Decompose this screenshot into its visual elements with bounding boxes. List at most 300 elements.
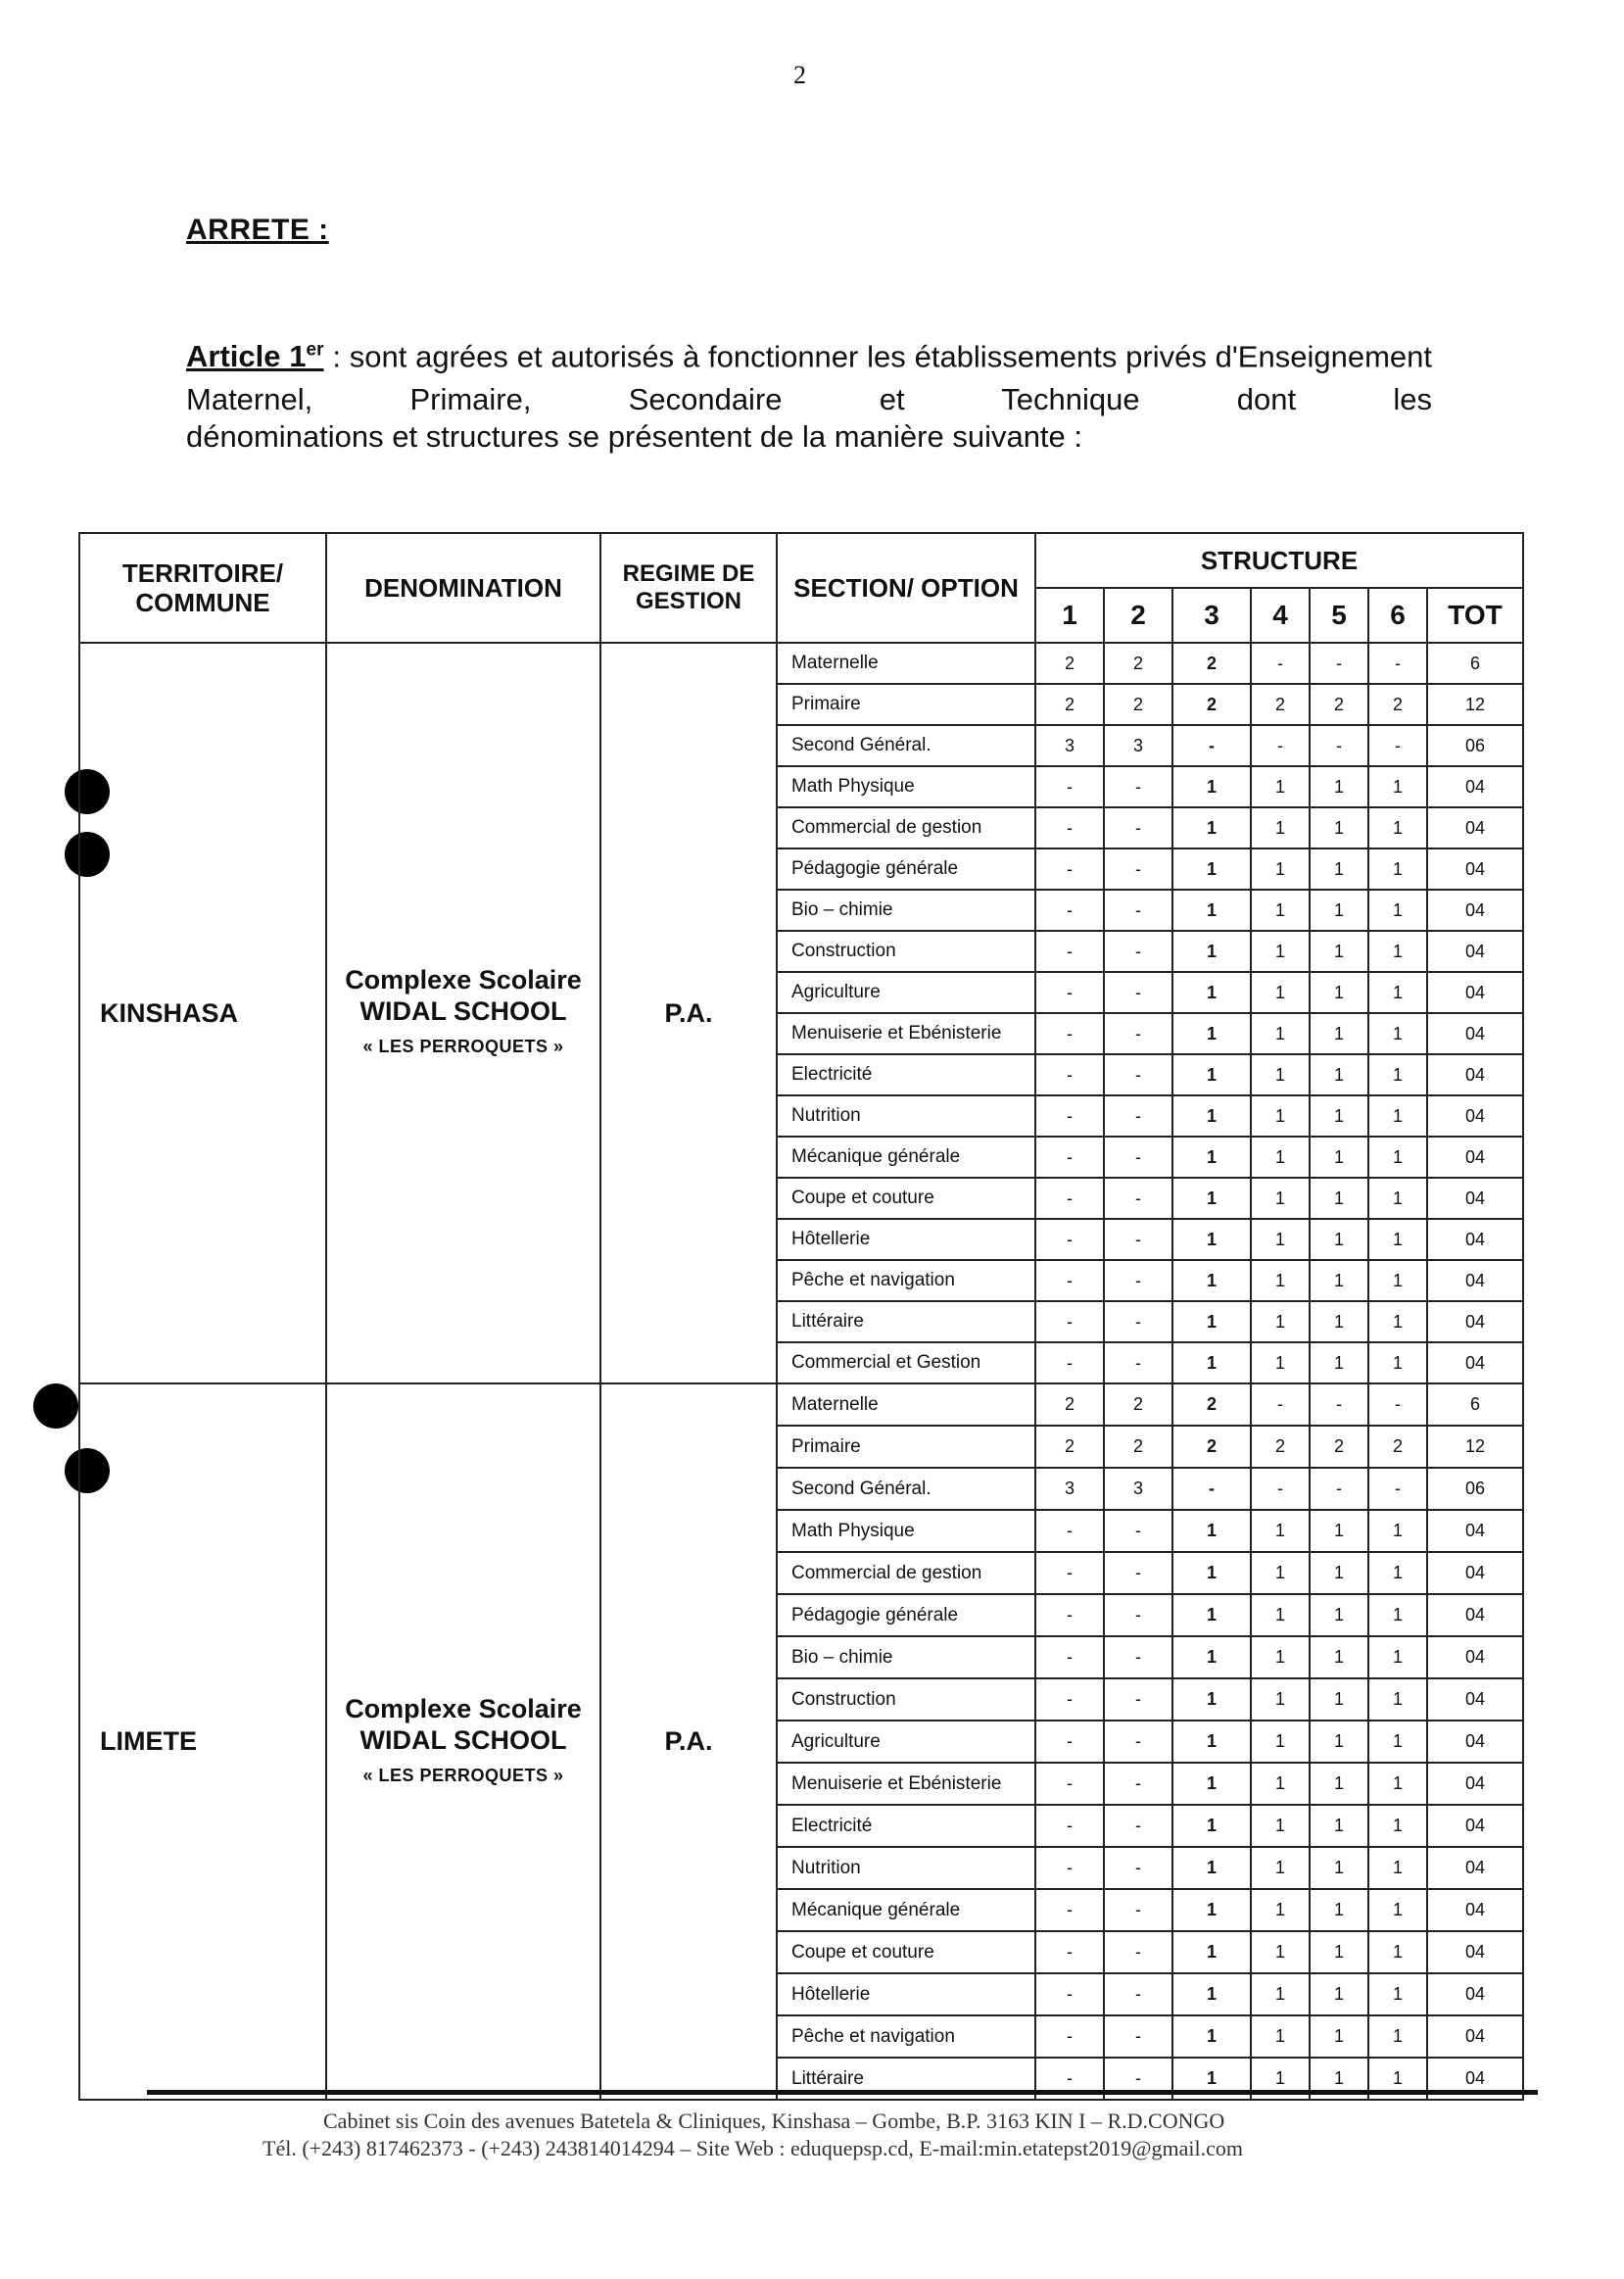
year-6-cell: 1 — [1368, 1510, 1427, 1552]
option-cell: Agriculture — [777, 972, 1035, 1013]
denomination-nickname: « LES PERROQUETS » — [362, 1765, 564, 1785]
year-6-cell: 1 — [1368, 849, 1427, 890]
option-cell: Coupe et couture — [777, 1931, 1035, 1973]
year-1-cell: - — [1035, 1889, 1104, 1931]
total-cell: 6 — [1427, 1383, 1523, 1426]
year-5-cell: - — [1310, 643, 1368, 684]
year-3-cell: 2 — [1172, 684, 1251, 725]
year-5-cell: 1 — [1310, 1552, 1368, 1594]
year-5-cell: 1 — [1310, 972, 1368, 1013]
option-cell: Pêche et navigation — [777, 1260, 1035, 1301]
year-5-cell: 1 — [1310, 890, 1368, 931]
year-4-cell: 1 — [1251, 1054, 1310, 1095]
year-1-cell: - — [1035, 766, 1104, 807]
year-1-cell: - — [1035, 849, 1104, 890]
year-3-cell: 1 — [1172, 1805, 1251, 1847]
year-1-cell: - — [1035, 890, 1104, 931]
year-3-cell: 1 — [1172, 931, 1251, 972]
footer-rule — [147, 2090, 1538, 2095]
year-1-cell: - — [1035, 2015, 1104, 2058]
total-cell: 04 — [1427, 807, 1523, 849]
year-3-cell: 1 — [1172, 1095, 1251, 1137]
year-4-cell: 1 — [1251, 1763, 1310, 1805]
year-6-cell: 1 — [1368, 1342, 1427, 1383]
year-4-cell: - — [1251, 1468, 1310, 1510]
year-2-cell: 3 — [1104, 1468, 1172, 1510]
article-text: : sont agrées et autorisés à fonctionner les établissements privés d'Enseignement Maternel, Primaire, Secondaire et Technique dont les — [186, 339, 1432, 417]
year-3-cell: 1 — [1172, 1973, 1251, 2015]
total-cell: 04 — [1427, 2058, 1523, 2100]
option-cell: Pédagogie générale — [777, 849, 1035, 890]
year-6-cell: 1 — [1368, 931, 1427, 972]
year-1-cell: - — [1035, 1552, 1104, 1594]
year-6-cell: 1 — [1368, 2058, 1427, 2100]
year-6-cell: 1 — [1368, 972, 1427, 1013]
option-cell: Coupe et couture — [777, 1178, 1035, 1219]
year-1-cell: - — [1035, 1678, 1104, 1721]
year-5-cell: 1 — [1310, 1763, 1368, 1805]
year-6-cell: 1 — [1368, 766, 1427, 807]
year-5-cell: 2 — [1310, 684, 1368, 725]
header-structure: STRUCTURE — [1035, 533, 1523, 588]
year-4-cell: 1 — [1251, 1510, 1310, 1552]
year-6-cell: - — [1368, 725, 1427, 766]
total-cell: 04 — [1427, 1301, 1523, 1342]
year-3-cell: - — [1172, 725, 1251, 766]
year-6-cell: 1 — [1368, 1721, 1427, 1763]
option-cell: Littéraire — [777, 2058, 1035, 2100]
table-row — [79, 1383, 1523, 1426]
year-4-cell: 1 — [1251, 1342, 1310, 1383]
option-cell: Math Physique — [777, 766, 1035, 807]
year-3-cell: 1 — [1172, 1931, 1251, 1973]
year-3-cell: 1 — [1172, 1054, 1251, 1095]
year-6-cell: 1 — [1368, 1973, 1427, 2015]
year-3-cell: 1 — [1172, 1847, 1251, 1889]
total-cell: 04 — [1427, 1763, 1523, 1805]
option-cell: Commercial de gestion — [777, 807, 1035, 849]
option-cell: Primaire — [777, 1426, 1035, 1468]
option-cell: Electricité — [777, 1805, 1035, 1847]
year-6-cell: - — [1368, 643, 1427, 684]
year-4-cell: 1 — [1251, 972, 1310, 1013]
article-paragraph — [186, 329, 1432, 421]
year-3-cell: 2 — [1172, 1383, 1251, 1426]
year-5-cell: 1 — [1310, 1301, 1368, 1342]
year-5-cell: 1 — [1310, 1013, 1368, 1054]
year-1-cell: - — [1035, 807, 1104, 849]
year-3-cell: 1 — [1172, 1260, 1251, 1301]
year-3-cell: 1 — [1172, 1137, 1251, 1178]
year-1-cell: - — [1035, 931, 1104, 972]
total-cell: 04 — [1427, 849, 1523, 890]
footer-address: Cabinet sis Coin des avenues Batetela & Cliniques, Kinshasa – Gombe, B.P. 3163 KIN I – R.D.CONGO — [323, 2109, 1225, 2133]
territoire-cell: LIMETE — [79, 1383, 326, 2100]
total-cell: 04 — [1427, 972, 1523, 1013]
year-3-cell: 1 — [1172, 1301, 1251, 1342]
year-1-cell: - — [1035, 1013, 1104, 1054]
year-1-cell: - — [1035, 1137, 1104, 1178]
year-2-cell: - — [1104, 1931, 1172, 1973]
year-5-cell: 1 — [1310, 1594, 1368, 1636]
year-1-cell: - — [1035, 1594, 1104, 1636]
year-4-cell: 1 — [1251, 1552, 1310, 1594]
option-cell: Pédagogie générale — [777, 1594, 1035, 1636]
year-3-cell: 1 — [1172, 1721, 1251, 1763]
year-4-cell: 1 — [1251, 1931, 1310, 1973]
year-2-cell: - — [1104, 2015, 1172, 2058]
year-5-cell: 1 — [1310, 1847, 1368, 1889]
year-3-cell: 1 — [1172, 1594, 1251, 1636]
total-cell: 04 — [1427, 1178, 1523, 1219]
total-cell: 04 — [1427, 2015, 1523, 2058]
year-5-cell: 1 — [1310, 1931, 1368, 1973]
option-cell: Bio – chimie — [777, 890, 1035, 931]
total-cell: 04 — [1427, 1552, 1523, 1594]
year-4-cell: 1 — [1251, 1805, 1310, 1847]
year-5-cell: 1 — [1310, 1636, 1368, 1678]
year-3-cell: 1 — [1172, 1510, 1251, 1552]
year-3-cell: 1 — [1172, 1678, 1251, 1721]
header-year-1: 1 — [1035, 588, 1104, 643]
total-cell: 04 — [1427, 1219, 1523, 1260]
year-2-cell: - — [1104, 1510, 1172, 1552]
year-1-cell: 3 — [1035, 1468, 1104, 1510]
denomination-cell — [326, 643, 600, 1383]
header-denomination: DENOMINATION — [326, 533, 600, 643]
total-cell: 12 — [1427, 684, 1523, 725]
year-5-cell: - — [1310, 725, 1368, 766]
year-4-cell: 1 — [1251, 1137, 1310, 1178]
year-2-cell: - — [1104, 2058, 1172, 2100]
year-5-cell: 1 — [1310, 1137, 1368, 1178]
year-2-cell: - — [1104, 807, 1172, 849]
year-6-cell: 2 — [1368, 1426, 1427, 1468]
article-label: Article 1er — [186, 339, 324, 374]
year-5-cell: 1 — [1310, 1510, 1368, 1552]
total-cell: 04 — [1427, 1054, 1523, 1095]
year-6-cell: 1 — [1368, 1847, 1427, 1889]
year-1-cell: - — [1035, 1260, 1104, 1301]
year-1-cell: - — [1035, 1095, 1104, 1137]
year-5-cell: - — [1310, 1468, 1368, 1510]
year-2-cell: - — [1104, 1342, 1172, 1383]
option-cell: Nutrition — [777, 1847, 1035, 1889]
total-cell: 04 — [1427, 1678, 1523, 1721]
year-6-cell: 1 — [1368, 1219, 1427, 1260]
total-cell: 04 — [1427, 1636, 1523, 1678]
year-5-cell: 1 — [1310, 1219, 1368, 1260]
total-cell: 12 — [1427, 1426, 1523, 1468]
option-cell: Mécanique générale — [777, 1137, 1035, 1178]
total-cell: 04 — [1427, 1594, 1523, 1636]
page-number: 2 — [793, 61, 806, 89]
year-6-cell: 2 — [1368, 684, 1427, 725]
year-2-cell: 2 — [1104, 643, 1172, 684]
option-cell: Nutrition — [777, 1095, 1035, 1137]
year-6-cell: 1 — [1368, 1178, 1427, 1219]
year-1-cell: 2 — [1035, 1383, 1104, 1426]
year-4-cell: 2 — [1251, 684, 1310, 725]
total-cell: 04 — [1427, 1721, 1523, 1763]
year-2-cell: - — [1104, 766, 1172, 807]
total-cell: 04 — [1427, 1973, 1523, 2015]
year-4-cell: 1 — [1251, 849, 1310, 890]
year-6-cell: 1 — [1368, 1013, 1427, 1054]
year-1-cell: - — [1035, 1178, 1104, 1219]
year-2-cell: - — [1104, 1178, 1172, 1219]
year-2-cell: - — [1104, 849, 1172, 890]
year-1-cell: - — [1035, 1219, 1104, 1260]
denomination-nickname: « LES PERROQUETS » — [362, 1037, 564, 1056]
decree-heading: ARRETE : — [186, 214, 329, 246]
year-3-cell: - — [1172, 1468, 1251, 1510]
option-cell: Second Général. — [777, 725, 1035, 766]
option-cell: Commercial de gestion — [777, 1552, 1035, 1594]
year-5-cell: - — [1310, 1383, 1368, 1426]
year-6-cell: 1 — [1368, 1054, 1427, 1095]
year-5-cell: 1 — [1310, 849, 1368, 890]
year-1-cell: - — [1035, 1510, 1104, 1552]
year-4-cell: 1 — [1251, 807, 1310, 849]
option-cell: Mécanique générale — [777, 1889, 1035, 1931]
total-cell: 04 — [1427, 1342, 1523, 1383]
table-row — [79, 643, 1523, 684]
year-3-cell: 1 — [1172, 1552, 1251, 1594]
year-6-cell: - — [1368, 1383, 1427, 1426]
year-2-cell: - — [1104, 1137, 1172, 1178]
header-year-3: 3 — [1172, 588, 1251, 643]
year-6-cell: 1 — [1368, 890, 1427, 931]
year-5-cell: 1 — [1310, 1095, 1368, 1137]
year-1-cell: - — [1035, 1973, 1104, 2015]
year-2-cell: 2 — [1104, 1426, 1172, 1468]
year-3-cell: 1 — [1172, 1013, 1251, 1054]
denomination-cell — [326, 1383, 600, 2100]
year-1-cell: - — [1035, 2058, 1104, 2100]
header-regime: REGIME DE GESTION — [600, 533, 777, 643]
year-2-cell: - — [1104, 1219, 1172, 1260]
year-3-cell: 1 — [1172, 2058, 1251, 2100]
year-4-cell: 2 — [1251, 1426, 1310, 1468]
year-1-cell: - — [1035, 1931, 1104, 1973]
year-1-cell: - — [1035, 1847, 1104, 1889]
option-cell: Menuiserie et Ebénisterie — [777, 1763, 1035, 1805]
year-2-cell: - — [1104, 1763, 1172, 1805]
year-4-cell: 1 — [1251, 1678, 1310, 1721]
total-cell: 04 — [1427, 766, 1523, 807]
option-cell: Pêche et navigation — [777, 2015, 1035, 2058]
year-3-cell: 1 — [1172, 1342, 1251, 1383]
schools-structure-table — [78, 532, 1524, 2101]
year-6-cell: 1 — [1368, 1636, 1427, 1678]
year-3-cell: 1 — [1172, 849, 1251, 890]
option-cell: Construction — [777, 1678, 1035, 1721]
year-4-cell: 1 — [1251, 766, 1310, 807]
year-2-cell: 2 — [1104, 684, 1172, 725]
year-6-cell: 1 — [1368, 1260, 1427, 1301]
total-cell: 06 — [1427, 1468, 1523, 1510]
year-4-cell: 1 — [1251, 1594, 1310, 1636]
year-4-cell: 1 — [1251, 1636, 1310, 1678]
total-cell: 04 — [1427, 1931, 1523, 1973]
year-3-cell: 1 — [1172, 2015, 1251, 2058]
year-1-cell: 2 — [1035, 1426, 1104, 1468]
header-year-2: 2 — [1104, 588, 1172, 643]
year-2-cell: - — [1104, 1721, 1172, 1763]
year-1-cell: - — [1035, 1805, 1104, 1847]
year-5-cell: 1 — [1310, 1260, 1368, 1301]
total-cell: 04 — [1427, 1013, 1523, 1054]
total-cell: 04 — [1427, 1889, 1523, 1931]
year-3-cell: 1 — [1172, 1763, 1251, 1805]
year-1-cell: - — [1035, 972, 1104, 1013]
total-cell: 04 — [1427, 1510, 1523, 1552]
footer-contact: Tél. (+243) 817462373 - (+243) 243814014294 – Site Web : eduquepsp.cd, E-mail:min.etatepst2019@gmail.com — [263, 2136, 1243, 2160]
year-6-cell: 1 — [1368, 1095, 1427, 1137]
year-4-cell: 1 — [1251, 890, 1310, 931]
year-3-cell: 1 — [1172, 890, 1251, 931]
year-3-cell: 2 — [1172, 643, 1251, 684]
option-cell: Construction — [777, 931, 1035, 972]
year-5-cell: 1 — [1310, 931, 1368, 972]
year-6-cell: 1 — [1368, 1301, 1427, 1342]
year-4-cell: - — [1251, 643, 1310, 684]
year-4-cell: - — [1251, 1383, 1310, 1426]
year-2-cell: - — [1104, 1054, 1172, 1095]
year-6-cell: 1 — [1368, 1805, 1427, 1847]
punch-hole — [33, 1383, 78, 1429]
year-1-cell: - — [1035, 1054, 1104, 1095]
year-2-cell: - — [1104, 1260, 1172, 1301]
year-5-cell: 1 — [1310, 1973, 1368, 2015]
year-1-cell: 3 — [1035, 725, 1104, 766]
year-5-cell: 1 — [1310, 1342, 1368, 1383]
year-2-cell: - — [1104, 1973, 1172, 2015]
total-cell: 6 — [1427, 643, 1523, 684]
article-text-end: dénominations et structures se présentent de la manière suivante : — [186, 419, 1083, 454]
year-5-cell: 1 — [1310, 1678, 1368, 1721]
year-2-cell: - — [1104, 1678, 1172, 1721]
year-6-cell: 1 — [1368, 1763, 1427, 1805]
year-4-cell: 1 — [1251, 1301, 1310, 1342]
total-cell: 04 — [1427, 1095, 1523, 1137]
year-1-cell: - — [1035, 1763, 1104, 1805]
year-6-cell: - — [1368, 1468, 1427, 1510]
year-2-cell: - — [1104, 931, 1172, 972]
year-4-cell: 1 — [1251, 1095, 1310, 1137]
year-5-cell: 1 — [1310, 807, 1368, 849]
year-6-cell: 1 — [1368, 1889, 1427, 1931]
year-4-cell: - — [1251, 725, 1310, 766]
year-5-cell: 1 — [1310, 766, 1368, 807]
denomination-name: Complexe Scolaire WIDAL SCHOOL — [345, 965, 582, 1026]
year-1-cell: - — [1035, 1721, 1104, 1763]
year-5-cell: 1 — [1310, 1889, 1368, 1931]
year-2-cell: - — [1104, 1095, 1172, 1137]
year-5-cell: 1 — [1310, 2015, 1368, 2058]
option-cell: Hôtellerie — [777, 1973, 1035, 2015]
total-cell: 04 — [1427, 890, 1523, 931]
territoire-cell: KINSHASA — [79, 643, 326, 1383]
year-1-cell: - — [1035, 1342, 1104, 1383]
year-3-cell: 2 — [1172, 1426, 1251, 1468]
year-3-cell: 1 — [1172, 766, 1251, 807]
year-5-cell: 1 — [1310, 1805, 1368, 1847]
option-cell: Agriculture — [777, 1721, 1035, 1763]
option-cell: Maternelle — [777, 1383, 1035, 1426]
year-1-cell: - — [1035, 1636, 1104, 1678]
year-2-cell: 3 — [1104, 725, 1172, 766]
year-1-cell: 2 — [1035, 684, 1104, 725]
header-year-5: 5 — [1310, 588, 1368, 643]
header-year-4: 4 — [1251, 588, 1310, 643]
year-4-cell: 1 — [1251, 1219, 1310, 1260]
year-5-cell: 1 — [1310, 1178, 1368, 1219]
year-6-cell: 1 — [1368, 1137, 1427, 1178]
year-6-cell: 1 — [1368, 807, 1427, 849]
year-5-cell: 2 — [1310, 1426, 1368, 1468]
year-5-cell: 1 — [1310, 1721, 1368, 1763]
year-4-cell: 1 — [1251, 1721, 1310, 1763]
year-4-cell: 1 — [1251, 1973, 1310, 2015]
option-cell: Electricité — [777, 1054, 1035, 1095]
option-cell: Littéraire — [777, 1301, 1035, 1342]
regime-cell: P.A. — [600, 1383, 777, 2100]
year-4-cell: 1 — [1251, 1178, 1310, 1219]
total-cell: 04 — [1427, 1847, 1523, 1889]
option-cell: Second Général. — [777, 1468, 1035, 1510]
year-3-cell: 1 — [1172, 807, 1251, 849]
year-2-cell: - — [1104, 972, 1172, 1013]
header-section: SECTION/ OPTION — [777, 533, 1035, 643]
year-3-cell: 1 — [1172, 1178, 1251, 1219]
year-3-cell: 1 — [1172, 1219, 1251, 1260]
year-2-cell: - — [1104, 890, 1172, 931]
year-4-cell: 1 — [1251, 1889, 1310, 1931]
year-5-cell: 1 — [1310, 1054, 1368, 1095]
option-cell: Bio – chimie — [777, 1636, 1035, 1678]
option-cell: Math Physique — [777, 1510, 1035, 1552]
option-cell: Menuiserie et Ebénisterie — [777, 1013, 1035, 1054]
year-4-cell: 1 — [1251, 1260, 1310, 1301]
option-cell: Commercial et Gestion — [777, 1342, 1035, 1383]
year-4-cell: 1 — [1251, 931, 1310, 972]
year-4-cell: 1 — [1251, 1847, 1310, 1889]
year-2-cell: - — [1104, 1636, 1172, 1678]
total-cell: 04 — [1427, 1137, 1523, 1178]
total-cell: 04 — [1427, 1805, 1523, 1847]
option-cell: Primaire — [777, 684, 1035, 725]
year-3-cell: 1 — [1172, 972, 1251, 1013]
year-1-cell: 2 — [1035, 643, 1104, 684]
header-territoire: TERRITOIRE/ COMMUNE — [79, 533, 326, 643]
regime-cell: P.A. — [600, 643, 777, 1383]
header-year-6: 6 — [1368, 588, 1427, 643]
year-3-cell: 1 — [1172, 1636, 1251, 1678]
header-total: TOT — [1427, 588, 1523, 643]
total-cell: 04 — [1427, 1260, 1523, 1301]
total-cell: 06 — [1427, 725, 1523, 766]
year-5-cell: 1 — [1310, 2058, 1368, 2100]
year-6-cell: 1 — [1368, 1678, 1427, 1721]
year-3-cell: 1 — [1172, 1889, 1251, 1931]
year-4-cell: 1 — [1251, 2058, 1310, 2100]
year-2-cell: - — [1104, 1594, 1172, 1636]
year-6-cell: 1 — [1368, 1552, 1427, 1594]
option-cell: Hôtellerie — [777, 1219, 1035, 1260]
total-cell: 04 — [1427, 931, 1523, 972]
